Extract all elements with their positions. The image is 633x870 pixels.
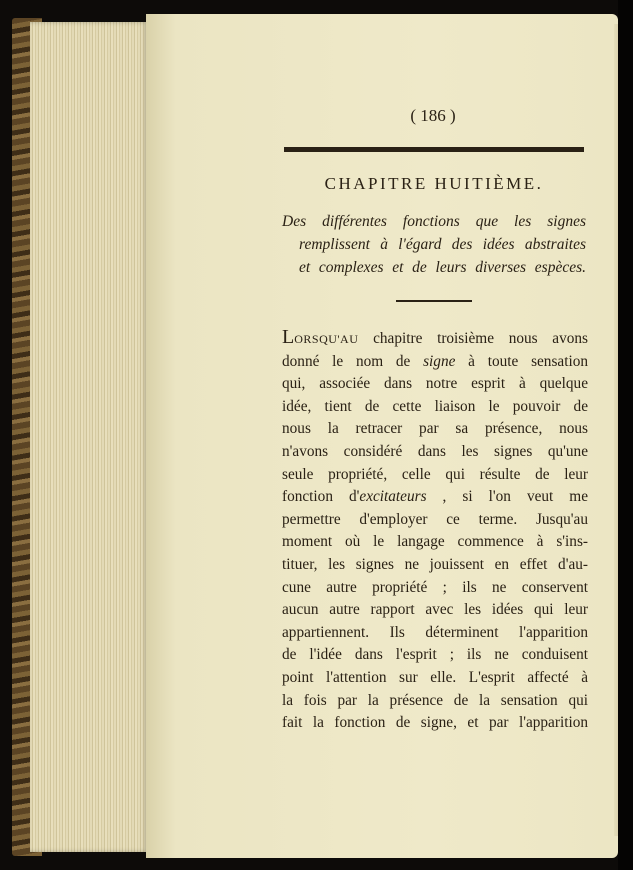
text-line: fait la fonction de signe, et par l'apparition bbox=[282, 714, 588, 732]
text-line: aucun autre rapport avec les idées qui leur bbox=[282, 601, 588, 619]
text-line bbox=[282, 351, 588, 374]
text-line bbox=[282, 326, 588, 351]
text-line: seule propriété, celle qui résulte de leur bbox=[282, 465, 588, 483]
text-line: la fois par la présence de la sensation qui bbox=[282, 691, 588, 709]
summary-line: remplissent à l'égard des idées abstraites bbox=[299, 236, 586, 253]
text-line: nous la retracer par sa présence, nous bbox=[282, 420, 588, 438]
header-rule bbox=[284, 147, 584, 152]
page-content bbox=[146, 14, 618, 858]
text-line: cune autre propriété ; ils ne conservent bbox=[282, 578, 588, 596]
text-line: idée, tient de cette liaison le pouvoir de bbox=[282, 397, 588, 415]
text-segment: donné le nom de bbox=[282, 352, 424, 370]
text-segment: fonction d' bbox=[282, 488, 360, 506]
page-number: ( 186 ) bbox=[410, 106, 456, 125]
text-line: tituer, les signes ne jouissent en effet d'au- bbox=[282, 555, 588, 573]
italic-word: signe bbox=[423, 352, 456, 370]
page-stack-edges bbox=[30, 22, 148, 852]
text-line: appartiennent. Ils déterminent l'apparition bbox=[282, 623, 588, 641]
body-paragraph bbox=[282, 326, 588, 735]
text-line: permettre d'employer ce terme. Jusqu'au bbox=[282, 510, 588, 528]
text-segment: à toute sensation bbox=[455, 352, 588, 370]
chapter-title: CHAPITRE HUITIÈME. bbox=[324, 174, 544, 193]
summary-line: Des différentes fonctions que les signes bbox=[282, 213, 586, 230]
text-line: n'avons considéré dans les signes qu'une bbox=[282, 442, 588, 460]
text-line bbox=[282, 486, 588, 509]
section-divider bbox=[396, 300, 472, 302]
chapter-summary bbox=[282, 210, 586, 279]
text-segment: chapitre troisième nous avons bbox=[358, 330, 588, 347]
text-line: point l'attention sur elle. L'esprit affecté à bbox=[282, 668, 588, 686]
summary-line: et complexes et de leurs diverses espèces. bbox=[299, 259, 586, 276]
text-segment: , si l'on veut me bbox=[426, 488, 588, 506]
italic-word: excitateurs bbox=[359, 488, 427, 506]
text-line: de l'idée dans l'esprit ; ils ne conduisent bbox=[282, 646, 588, 664]
text-line: qui, associée dans notre esprit à quelque bbox=[282, 375, 588, 393]
drop-initial: L bbox=[282, 326, 295, 348]
smallcaps-word: ORSQU'AU bbox=[294, 332, 359, 346]
text-line: moment où le langage commence à s'ins- bbox=[282, 533, 588, 551]
background-right bbox=[618, 0, 633, 870]
